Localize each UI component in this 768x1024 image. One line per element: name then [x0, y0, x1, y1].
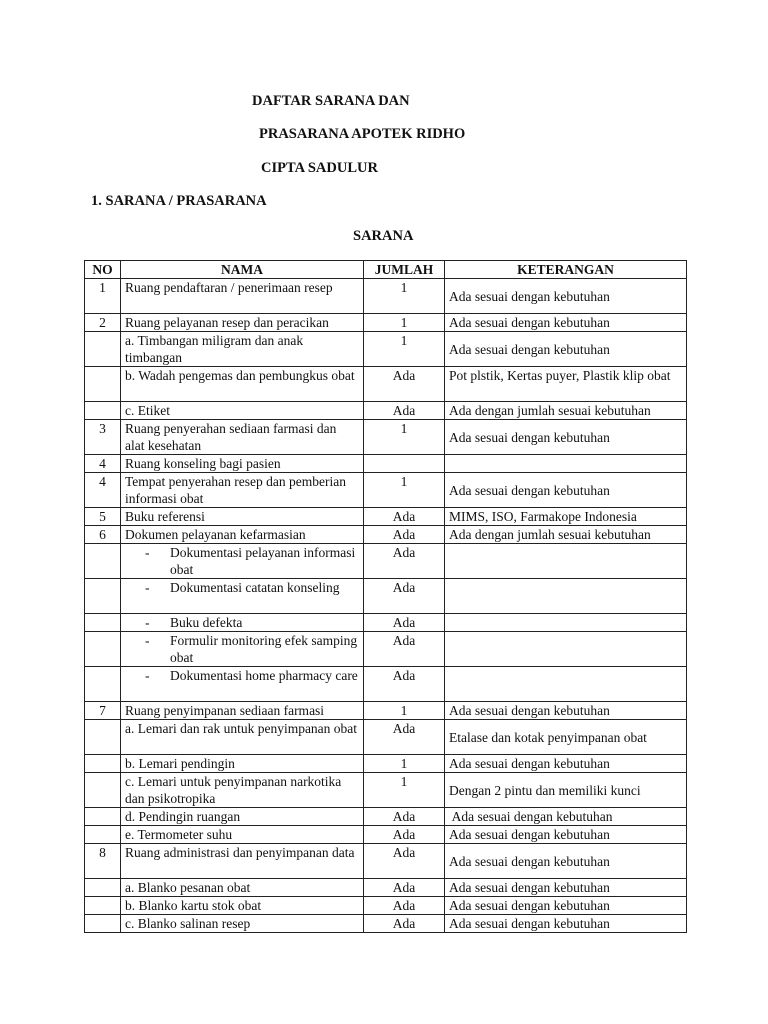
- cell-keterangan: Ada sesuai dengan kebutuhan: [445, 702, 687, 720]
- bullet-item: [125, 667, 359, 684]
- cell-jumlah: Ada: [364, 844, 445, 879]
- column-header-no: NO: [85, 261, 121, 279]
- cell-jumlah: Ada: [364, 544, 445, 579]
- cell-jumlah: Ada: [364, 879, 445, 897]
- bullet-dash: -: [145, 668, 150, 683]
- table-row: [85, 915, 687, 933]
- table-row: [85, 508, 687, 526]
- cell-keterangan: [445, 579, 687, 614]
- bullet-text: Buku defekta: [170, 615, 243, 630]
- cell-nama: [121, 544, 364, 579]
- bullet-text: Dokumentasi home pharmacy care: [170, 668, 358, 683]
- column-header-keterangan: KETERANGAN: [445, 261, 687, 279]
- cell-nama: [121, 614, 364, 632]
- bullet-item: [125, 579, 359, 596]
- cell-keterangan: Ada dengan jumlah sesuai kebutuhan: [445, 402, 687, 420]
- cell-jumlah: Ada: [364, 808, 445, 826]
- column-header-jumlah: JUMLAH: [364, 261, 445, 279]
- cell-no: [85, 720, 121, 755]
- subsection-heading: SARANA: [353, 228, 414, 244]
- cell-no: [85, 879, 121, 897]
- cell-nama: Dokumen pelayanan kefarmasian: [121, 526, 364, 544]
- bullet-dash: -: [145, 545, 150, 560]
- cell-jumlah: 1: [364, 773, 445, 808]
- cell-no: [85, 367, 121, 402]
- cell-keterangan: Ada sesuai dengan kebutuhan: [445, 844, 687, 879]
- cell-jumlah: Ada: [364, 367, 445, 402]
- cell-keterangan: Ada sesuai dengan kebutuhan: [445, 897, 687, 915]
- cell-no: [85, 544, 121, 579]
- table-row: [85, 808, 687, 826]
- cell-nama: c. Blanko salinan resep: [121, 915, 364, 933]
- cell-nama: Ruang konseling bagi pasien: [121, 455, 364, 473]
- cell-no: [85, 915, 121, 933]
- table-row: [85, 667, 687, 702]
- table-header-row: [85, 261, 687, 279]
- cell-keterangan: Pot plstik, Kertas puyer, Plastik klip obat: [445, 367, 687, 402]
- cell-jumlah: 1: [364, 473, 445, 508]
- column-header-nama: NAMA: [121, 261, 364, 279]
- bullet-item: [125, 544, 359, 578]
- table-row: [85, 314, 687, 332]
- bullet-item: [125, 632, 359, 666]
- cell-no: 8: [85, 844, 121, 879]
- cell-no: [85, 614, 121, 632]
- cell-jumlah: 1: [364, 702, 445, 720]
- bullet-text: Dokumentasi pelayanan informasi obat: [170, 545, 356, 577]
- cell-nama: c. Etiket: [121, 402, 364, 420]
- cell-jumlah: 1: [364, 279, 445, 314]
- table-row: [85, 367, 687, 402]
- cell-keterangan: [445, 614, 687, 632]
- cell-jumlah: Ada: [364, 915, 445, 933]
- cell-jumlah: Ada: [364, 579, 445, 614]
- cell-nama: Ruang penyimpanan sediaan farmasi: [121, 702, 364, 720]
- cell-keterangan: Ada sesuai dengan kebutuhan: [445, 473, 687, 508]
- cell-jumlah: [364, 455, 445, 473]
- table-row: [85, 579, 687, 614]
- cell-no: 1: [85, 279, 121, 314]
- cell-jumlah: Ada: [364, 667, 445, 702]
- table-row: [85, 420, 687, 455]
- cell-jumlah: Ada: [364, 614, 445, 632]
- cell-nama: b. Lemari pendingin: [121, 755, 364, 773]
- table-row: [85, 879, 687, 897]
- table-row: [85, 614, 687, 632]
- bullet-dash: -: [145, 580, 150, 595]
- table-row: [85, 632, 687, 667]
- cell-jumlah: 1: [364, 332, 445, 367]
- cell-jumlah: Ada: [364, 508, 445, 526]
- cell-jumlah: Ada: [364, 526, 445, 544]
- bullet-dash: -: [145, 633, 150, 648]
- cell-keterangan: [445, 544, 687, 579]
- cell-no: [85, 579, 121, 614]
- cell-keterangan: Ada sesuai dengan kebutuhan: [445, 826, 687, 844]
- cell-keterangan: Dengan 2 pintu dan memiliki kunci: [445, 773, 687, 808]
- table-row: [85, 279, 687, 314]
- cell-nama: Ruang pelayanan resep dan peracikan: [121, 314, 364, 332]
- table-row: [85, 844, 687, 879]
- cell-nama: a. Lemari dan rak untuk penyimpanan obat: [121, 720, 364, 755]
- cell-no: [85, 773, 121, 808]
- table-row: [85, 702, 687, 720]
- bullet-text: Formulir monitoring efek samping obat: [170, 633, 358, 665]
- cell-nama: b. Blanko kartu stok obat: [121, 897, 364, 915]
- cell-no: [85, 332, 121, 367]
- cell-no: 4: [85, 473, 121, 508]
- doc-title-line-2: PRASARANA APOTEK RIDHO: [259, 126, 466, 142]
- cell-nama: a. Blanko pesanan obat: [121, 879, 364, 897]
- cell-nama: c. Lemari untuk penyimpanan narkotika dan psikotropika: [121, 773, 364, 808]
- cell-nama: [121, 667, 364, 702]
- table-row: [85, 544, 687, 579]
- cell-no: 4: [85, 455, 121, 473]
- cell-no: [85, 755, 121, 773]
- cell-no: 3: [85, 420, 121, 455]
- cell-no: [85, 897, 121, 915]
- cell-keterangan: Ada sesuai dengan kebutuhan: [445, 314, 687, 332]
- table-row: [85, 897, 687, 915]
- cell-jumlah: 1: [364, 420, 445, 455]
- cell-keterangan: [445, 667, 687, 702]
- cell-nama: e. Termometer suhu: [121, 826, 364, 844]
- cell-jumlah: Ada: [364, 897, 445, 915]
- cell-no: [85, 808, 121, 826]
- table-row: [85, 526, 687, 544]
- cell-keterangan: Ada sesuai dengan kebutuhan: [445, 915, 687, 933]
- cell-jumlah: 1: [364, 314, 445, 332]
- cell-no: 6: [85, 526, 121, 544]
- section-heading: 1. SARANA / PRASARANA: [91, 193, 267, 209]
- bullet-text: Dokumentasi catatan konseling: [170, 580, 340, 595]
- doc-title-line-1: DAFTAR SARANA DAN: [252, 93, 410, 109]
- bullet-dash: -: [145, 615, 150, 630]
- cell-nama: a. Timbangan miligram dan anak timbangan: [121, 332, 364, 367]
- cell-keterangan: Ada sesuai dengan kebutuhan: [445, 279, 687, 314]
- table-row: [85, 755, 687, 773]
- cell-nama: b. Wadah pengemas dan pembungkus obat: [121, 367, 364, 402]
- cell-nama: Ruang pendaftaran / penerimaan resep: [121, 279, 364, 314]
- cell-jumlah: 1: [364, 755, 445, 773]
- doc-title-line-3: CIPTA SADULUR: [261, 160, 378, 176]
- cell-no: [85, 632, 121, 667]
- cell-keterangan: [445, 632, 687, 667]
- cell-jumlah: Ada: [364, 632, 445, 667]
- table-row: [85, 826, 687, 844]
- cell-keterangan: Ada sesuai dengan kebutuhan: [445, 755, 687, 773]
- cell-nama: [121, 632, 364, 667]
- cell-jumlah: Ada: [364, 402, 445, 420]
- cell-no: [85, 826, 121, 844]
- table-row: [85, 473, 687, 508]
- table-row: [85, 332, 687, 367]
- cell-keterangan: Ada dengan jumlah sesuai kebutuhan: [445, 526, 687, 544]
- bullet-item: [125, 614, 359, 631]
- cell-keterangan: MIMS, ISO, Farmakope Indonesia: [445, 508, 687, 526]
- cell-nama: Buku referensi: [121, 508, 364, 526]
- cell-keterangan: Ada sesuai dengan kebutuhan: [445, 420, 687, 455]
- cell-nama: [121, 579, 364, 614]
- cell-no: 5: [85, 508, 121, 526]
- cell-no: 7: [85, 702, 121, 720]
- cell-nama: d. Pendingin ruangan: [121, 808, 364, 826]
- cell-keterangan: Ada sesuai dengan kebutuhan: [445, 332, 687, 367]
- cell-keterangan: [445, 455, 687, 473]
- cell-no: 2: [85, 314, 121, 332]
- table-row: [85, 773, 687, 808]
- cell-jumlah: Ada: [364, 826, 445, 844]
- cell-jumlah: Ada: [364, 720, 445, 755]
- sarana-table: [84, 260, 687, 933]
- table-row: [85, 402, 687, 420]
- cell-nama: Ruang penyerahan sediaan farmasi dan alat kesehatan: [121, 420, 364, 455]
- cell-no: [85, 402, 121, 420]
- cell-keterangan: Etalase dan kotak penyimpanan obat: [445, 720, 687, 755]
- cell-nama: Tempat penyerahan resep dan pemberian informasi obat: [121, 473, 364, 508]
- table-row: [85, 720, 687, 755]
- cell-keterangan: Ada sesuai dengan kebutuhan: [445, 808, 687, 826]
- cell-nama: Ruang administrasi dan penyimpanan data: [121, 844, 364, 879]
- cell-keterangan: Ada sesuai dengan kebutuhan: [445, 879, 687, 897]
- table-body: [85, 279, 687, 933]
- table-row: [85, 455, 687, 473]
- cell-no: [85, 667, 121, 702]
